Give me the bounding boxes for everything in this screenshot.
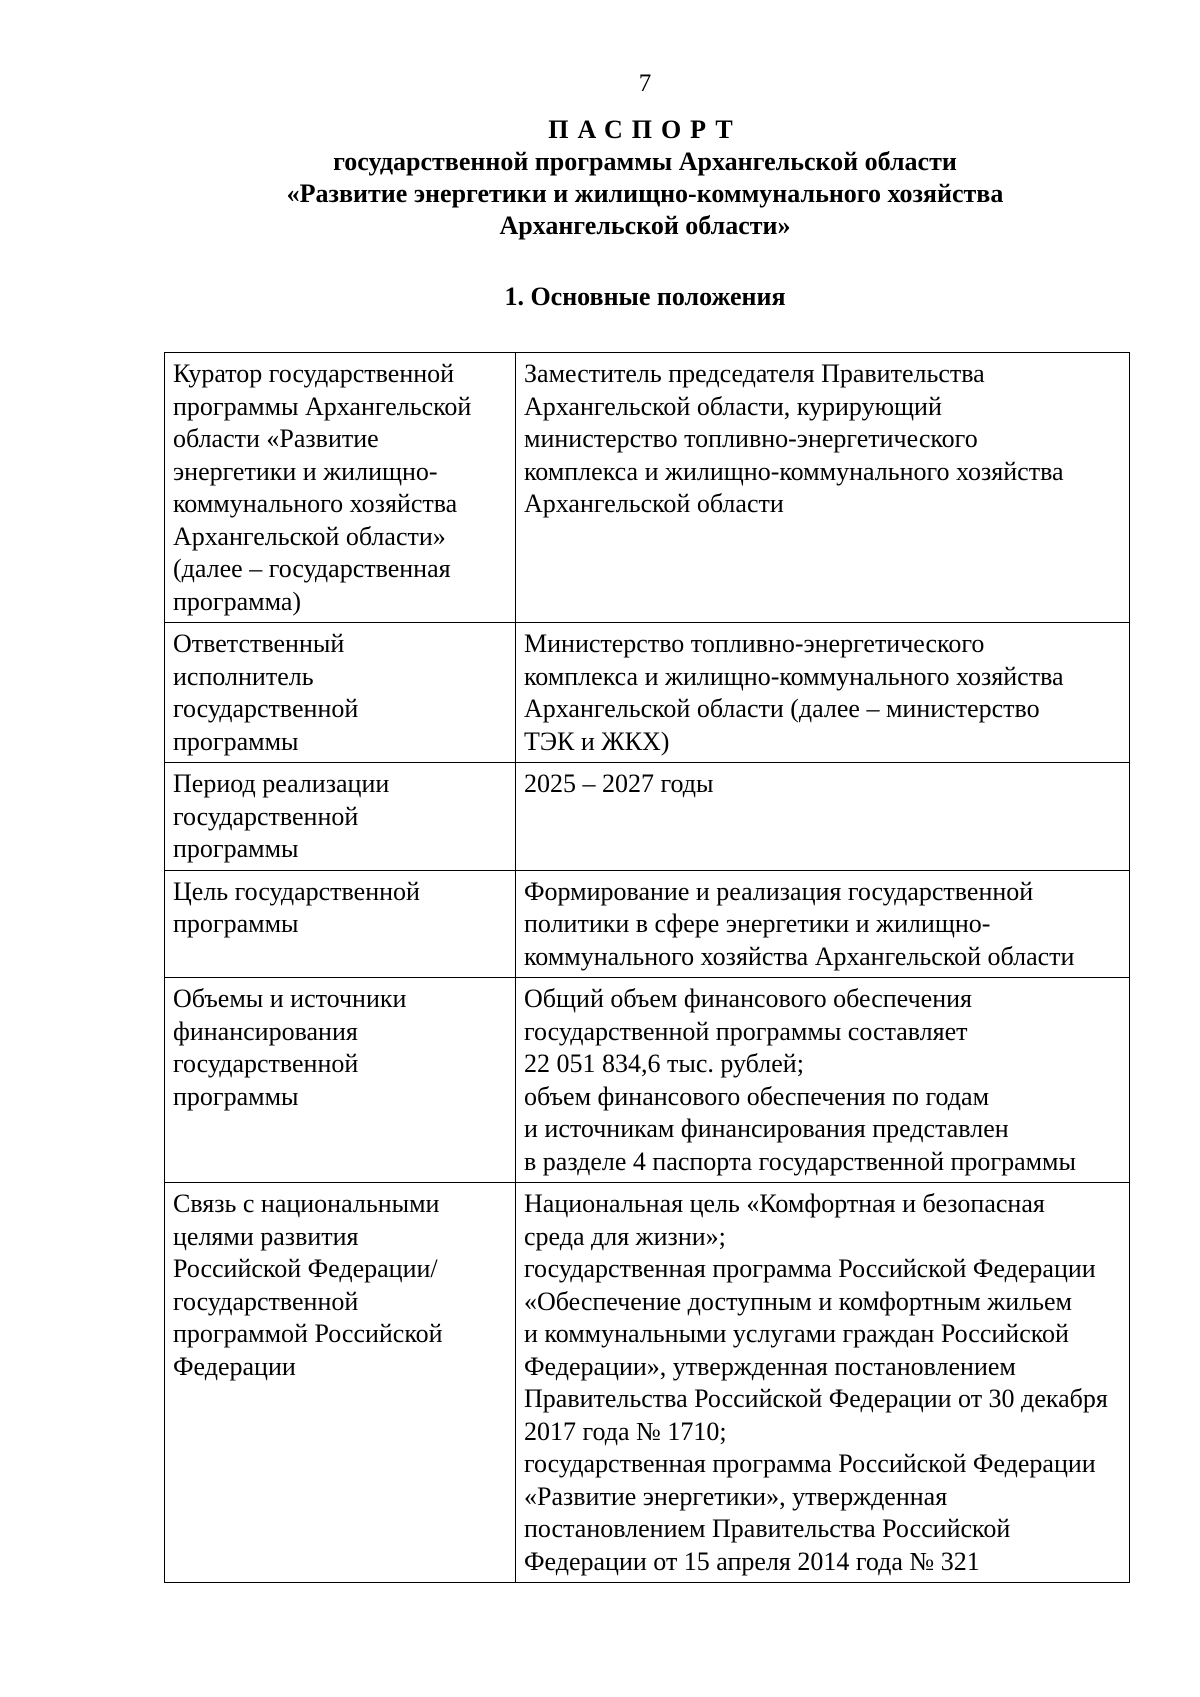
- row-label-line: Связь с национальными: [173, 1189, 440, 1218]
- row-value-line: Национальная цель «Комфортная и безопасная: [524, 1189, 1045, 1218]
- row-value-line: в разделе 4 паспорта государственной программы: [524, 1146, 1076, 1176]
- page-number: 7: [638, 70, 652, 97]
- title-word: ПАСПОРТ: [548, 115, 742, 144]
- row-value-cell: [516, 623, 1130, 763]
- row-label-line: программы: [173, 909, 299, 938]
- row-value-line: Архангельской области: [524, 489, 784, 518]
- table-row: [165, 1183, 1130, 1583]
- row-value-line: ТЭК и ЖКХ): [524, 726, 670, 756]
- row-label-line: Период реализации: [173, 769, 390, 798]
- table-row: [165, 978, 1130, 1183]
- title-line: государственной программы Архангельской области: [333, 147, 957, 176]
- row-value-line: Федерации от 15 апреля 2014 года № 321: [524, 1546, 980, 1576]
- row-value-line: Правительства Российской Федерации от 30 декабря: [524, 1384, 1108, 1413]
- row-value-line: коммунального хозяйства Архангельской области: [524, 941, 1075, 971]
- row-value-cell: [516, 870, 1130, 978]
- row-label-line: программой Российской: [173, 1319, 443, 1348]
- row-value-line: и источникам финансирования представлен: [524, 1114, 1009, 1143]
- row-value-line: Формирование и реализация государственной: [524, 876, 1034, 906]
- row-label-line: государственной: [173, 694, 359, 723]
- row-label-line: государственной: [173, 1286, 359, 1316]
- row-value-line: Общий объем финансового обеспечения: [524, 984, 972, 1013]
- row-value-line: Федерации», утвержденная постановлением: [524, 1351, 1016, 1381]
- row-value-line: государственная программа Российской Федерации: [524, 1254, 1096, 1283]
- row-label-line: Архангельской области»: [173, 521, 446, 551]
- row-label-cell: [165, 353, 516, 623]
- row-label-line: Цель государственной: [173, 876, 420, 906]
- row-value-line: Архангельской области, курирующий: [524, 391, 942, 421]
- row-value-line: министерство топливно-энергетического: [524, 424, 978, 453]
- row-value-line: Заместитель председателя Правительства: [524, 359, 985, 388]
- row-label-line: государственной: [173, 1049, 359, 1078]
- passport-table: [164, 352, 1130, 1583]
- table-row: [165, 353, 1130, 623]
- row-label-line: государственной: [173, 801, 359, 831]
- row-label-line: Ответственный: [173, 629, 345, 658]
- row-label-line: области «Развитие: [173, 424, 379, 453]
- row-value-line: «Обеспечение доступным и комфортным жильем: [524, 1286, 1072, 1316]
- row-label-line: исполнитель: [173, 661, 314, 691]
- row-value-line: 2025 – 2027 годы: [524, 769, 714, 798]
- row-label-line: Федерации: [173, 1351, 296, 1381]
- row-label-line: Российской Федерации/: [173, 1254, 438, 1283]
- row-value-line: 22 051 834,6 тыс. рублей;: [524, 1049, 804, 1078]
- row-label-cell: [165, 978, 516, 1183]
- document-title: [150, 114, 1140, 242]
- row-value-line: 2017 года № 1710;: [524, 1416, 727, 1446]
- row-label-cell: [165, 870, 516, 978]
- row-label-cell: [165, 623, 516, 763]
- row-label-line: (далее – государственная: [173, 554, 451, 583]
- row-value-line: государственная программа Российской Федерации: [524, 1449, 1096, 1478]
- row-value-line: и коммунальными услугами граждан Российской: [524, 1319, 1069, 1348]
- row-value-cell: [516, 1183, 1130, 1583]
- row-value-line: объем финансового обеспечения по годам: [524, 1081, 990, 1111]
- row-value-line: Министерство топливно-энергетического: [524, 629, 985, 658]
- row-label-line: программы: [173, 726, 299, 756]
- table-row: [165, 870, 1130, 978]
- row-label-line: программы: [173, 834, 299, 863]
- row-value-line: постановлением Правительства Российской: [524, 1514, 1011, 1543]
- row-value-cell: [516, 978, 1130, 1183]
- row-label-line: программы Архангельской: [173, 391, 472, 421]
- row-label-line: энергетики и жилищно-: [173, 456, 438, 486]
- title-line: Архангельской области»: [499, 211, 791, 240]
- row-value-line: политики в сфере энергетики и жилищно-: [524, 909, 991, 938]
- row-value-line: среда для жизни»;: [524, 1221, 726, 1251]
- table-row: [165, 623, 1130, 763]
- row-label-line: программы: [173, 1081, 299, 1111]
- row-value-cell: [516, 763, 1130, 871]
- row-value-line: комплекса и жилищно-коммунального хозяйства: [524, 456, 1064, 486]
- row-value-line: Архангельской области (далее – министерство: [524, 694, 1040, 723]
- row-value-line: «Развитие энергетики», утвержденная: [524, 1481, 948, 1511]
- row-value-line: государственной программы составляет: [524, 1016, 968, 1046]
- row-label-line: финансирования: [173, 1016, 358, 1046]
- row-label-line: коммунального хозяйства: [173, 489, 458, 518]
- row-value-line: комплекса и жилищно-коммунального хозяйства: [524, 661, 1064, 691]
- table-row: [165, 763, 1130, 871]
- title-line: «Развитие энергетики и жилищно-коммунального хозяйства: [286, 179, 1004, 208]
- row-label-cell: [165, 763, 516, 871]
- row-label-line: программа): [173, 586, 302, 616]
- row-label-line: Объемы и источники: [173, 984, 407, 1013]
- passport-table-body: [165, 353, 1130, 1583]
- row-label-line: целями развития: [173, 1221, 359, 1251]
- row-label-line: Куратор государственной: [173, 359, 455, 388]
- row-label-cell: [165, 1183, 516, 1583]
- row-value-cell: [516, 353, 1130, 623]
- section-heading: 1. Основные положения: [504, 282, 786, 311]
